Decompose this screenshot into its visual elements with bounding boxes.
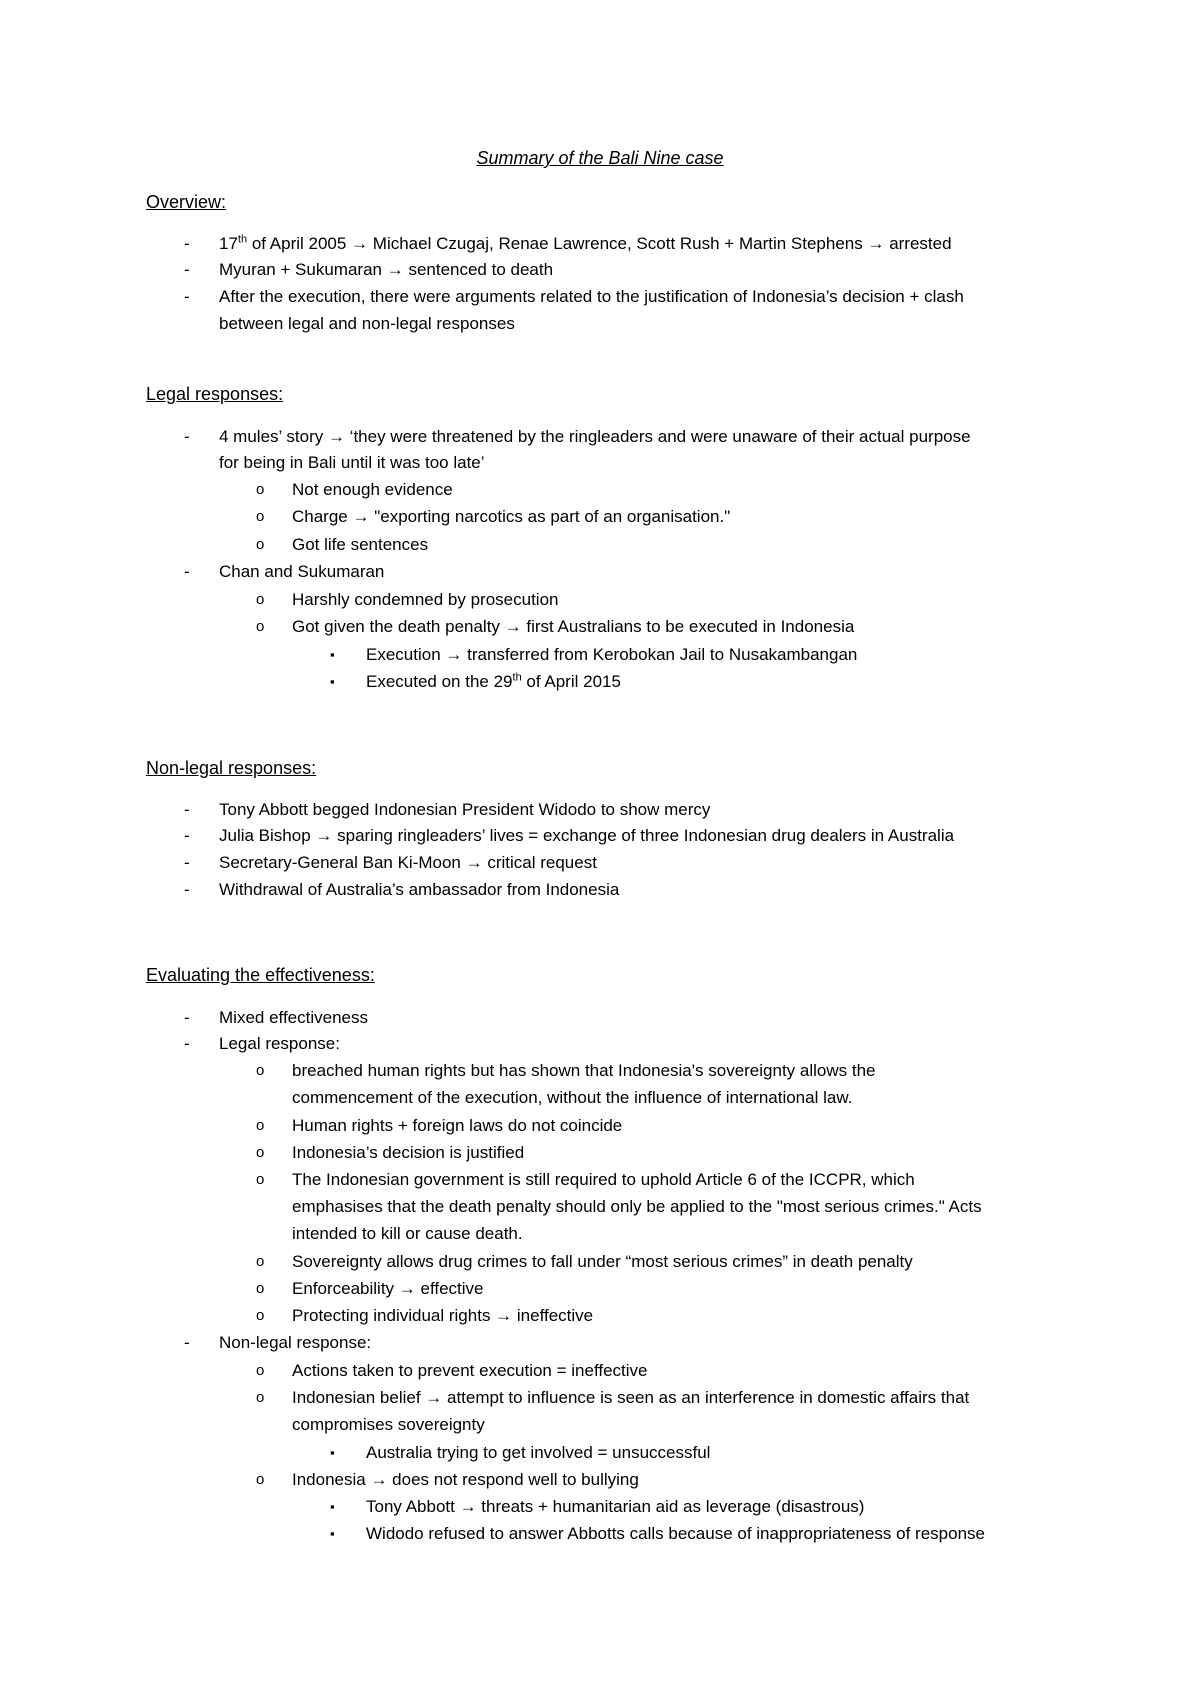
legal-chan-sub-2: Got given the death penalty → first Australians to be executed in Indonesia (292, 617, 855, 636)
overview-item-1-text: of April 2005 → Michael Czugaj, Renae Lawrence, Scott Rush + Martin Stephens → arrested (247, 234, 952, 253)
dash-bullet: - (184, 287, 190, 306)
legal-mules-sub-1: Not enough evidence (292, 480, 453, 499)
legal-chan: Chan and Sukumaran (219, 562, 385, 581)
circle-bullet: o (256, 536, 265, 553)
eval-legal-4-line-2: emphasises that the death penalty should only be applied to the "most serious crimes." Acts (292, 1197, 982, 1216)
eval-legal-7: Protecting individual rights → ineffective (292, 1306, 594, 1325)
overview-item-1-day: 17 (219, 234, 238, 253)
eval-legal-1-line-1: breached human rights but has shown that Indonesia's sovereignty allows the (292, 1061, 876, 1080)
circle-bullet: o (256, 1307, 265, 1324)
dash-bullet: - (184, 260, 190, 279)
dash-bullet: - (184, 234, 190, 253)
eval-nonlegal-2-line-1: Indonesian belief → attempt to influence is seen as an interference in domestic affairs that (292, 1388, 970, 1407)
execution-date-day: Executed on the 29 (366, 672, 513, 691)
eval-legal-3: Indonesia’s decision is justified (292, 1143, 525, 1162)
dash-bullet: - (184, 800, 190, 819)
eval-nonlegal-2-line-2: compromises sovereignty (292, 1415, 485, 1434)
dash-bullet: - (184, 562, 190, 581)
square-bullet: ▪ (330, 647, 335, 662)
eval-legal-response: Legal response: (219, 1034, 340, 1053)
heading-non-legal-responses: Non-legal responses: (146, 758, 317, 778)
nonlegal-item-3: Secretary-General Ban Ki-Moon → critical request (219, 853, 597, 872)
circle-bullet: o (256, 481, 265, 498)
eval-nonlegal-response: Non-legal response: (219, 1333, 372, 1352)
legal-chan-sub-1: Harshly condemned by prosecution (292, 590, 559, 609)
nonlegal-item-4: Withdrawal of Australia’s ambassador from Indonesia (219, 880, 620, 899)
legal-mules-sub-3: Got life sentences (292, 535, 429, 554)
eval-mixed: Mixed effectiveness (219, 1008, 368, 1027)
circle-bullet: o (256, 1144, 265, 1161)
square-bullet: ▪ (330, 1499, 335, 1514)
circle-bullet: o (256, 1253, 265, 1270)
heading-evaluating: Evaluating the effectiveness: (146, 965, 375, 985)
eval-legal-4-line-1: The Indonesian government is still required to uphold Article 6 of the ICCPR, which (292, 1170, 915, 1189)
eval-nonlegal-2-sub: Australia trying to get involved = unsuccessful (366, 1443, 711, 1462)
eval-nonlegal-3-sub-2: Widodo refused to answer Abbotts calls because of inappropriateness of response (366, 1524, 985, 1543)
eval-legal-1-line-2: commencement of the execution, without the influence of international law. (292, 1088, 853, 1107)
circle-bullet: o (256, 591, 265, 608)
overview-item-1-suffix: th (237, 233, 248, 246)
dash-bullet: - (184, 1008, 190, 1027)
circle-bullet: o (256, 1062, 265, 1079)
circle-bullet: o (256, 1362, 265, 1379)
eval-legal-2: Human rights + foreign laws do not coincide (292, 1116, 623, 1135)
overview-item-3-line-2: between legal and non-legal responses (219, 314, 515, 333)
nonlegal-item-1: Tony Abbott begged Indonesian President Widodo to show mercy (219, 800, 711, 819)
legal-mules-line-2: for being in Bali until it was too late’ (219, 453, 485, 472)
dash-bullet: - (184, 427, 190, 446)
circle-bullet: o (256, 1171, 265, 1188)
eval-nonlegal-1: Actions taken to prevent execution = ineffective (292, 1361, 648, 1380)
nonlegal-item-2: Julia Bishop → sparing ringleaders’ lives = exchange of three Indonesian drug dealers in Australia (219, 826, 955, 845)
legal-mules-line-1: 4 mules’ story → ‘they were threatened by the ringleaders and were unaware of their actual purpose (219, 427, 971, 446)
circle-bullet: o (256, 508, 265, 525)
eval-legal-6: Enforceability → effective (292, 1279, 484, 1298)
overview-item-2: Myuran + Sukumaran → sentenced to death (219, 260, 554, 279)
legal-chan-sub-2-a: Execution → transferred from Kerobokan Jail to Nusakambangan (366, 645, 858, 664)
legal-mules-sub-2: Charge → "exporting narcotics as part of an organisation." (292, 507, 731, 526)
square-bullet: ▪ (330, 1526, 335, 1541)
dash-bullet: - (184, 1333, 190, 1352)
dash-bullet: - (184, 826, 190, 845)
square-bullet: ▪ (330, 1445, 335, 1460)
eval-nonlegal-3-sub-1: Tony Abbott → threats + humanitarian aid as leverage (disastrous) (366, 1497, 865, 1516)
overview-item-3-line-1: After the execution, there were arguments related to the justification of Indonesia’s decision + clash (219, 287, 964, 306)
heading-overview: Overview: (146, 192, 227, 212)
square-bullet: ▪ (330, 674, 335, 689)
circle-bullet: o (256, 1471, 265, 1488)
eval-legal-5: Sovereignty allows drug crimes to fall under “most serious crimes” in death penalty (292, 1252, 913, 1271)
eval-nonlegal-3: Indonesia → does not respond well to bullying (292, 1470, 639, 1489)
circle-bullet: o (256, 1117, 265, 1134)
overview-item-1 (219, 232, 952, 256)
circle-bullet: o (256, 1280, 265, 1297)
dash-bullet: - (184, 880, 190, 899)
heading-legal-responses: Legal responses: (146, 384, 284, 404)
circle-bullet: o (256, 618, 265, 635)
legal-chan-sub-2-b (366, 670, 621, 694)
execution-date-suffix: th (512, 671, 522, 684)
page-title: Summary of the Bali Nine case (476, 148, 724, 168)
eval-legal-4-line-3: intended to kill or cause death. (292, 1224, 523, 1243)
dash-bullet: - (184, 1034, 190, 1053)
execution-date-rest: of April 2015 (521, 672, 621, 691)
dash-bullet: - (184, 853, 190, 872)
circle-bullet: o (256, 1389, 265, 1406)
